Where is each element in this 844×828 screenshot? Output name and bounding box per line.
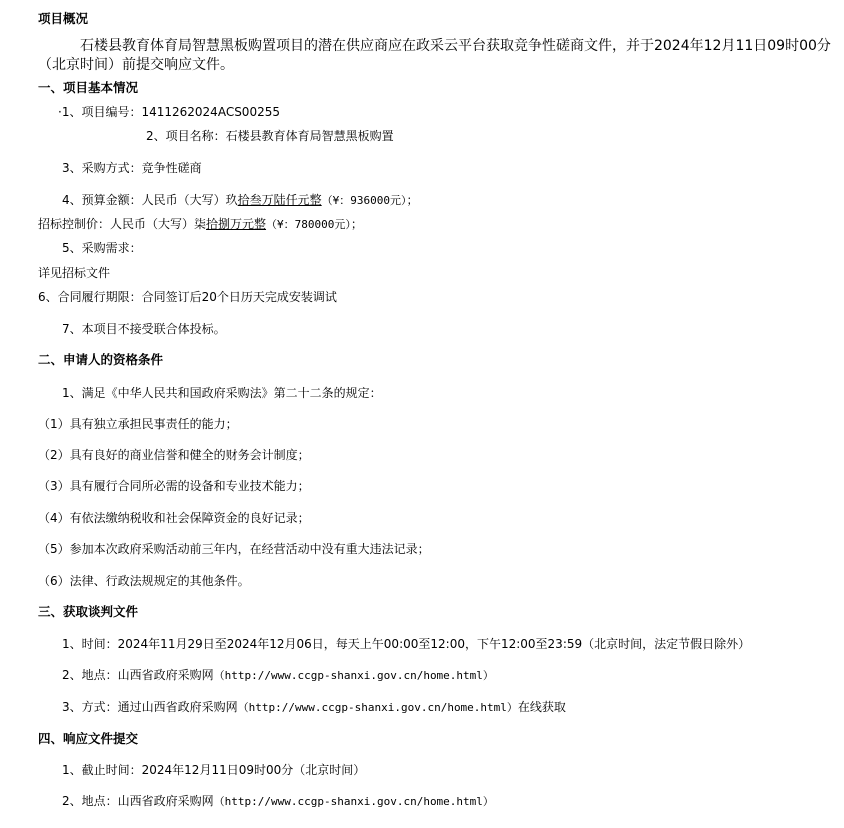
section2-heading: 二、申请人的资格条件 [38, 352, 164, 367]
qualification-item-6: （6）法律、行政法规规定的其他条件。 [38, 574, 250, 588]
control-price-words: 拾捌万元整 [206, 217, 267, 231]
obtain-method-label: 3、方式：通过山西省政府采购网 [62, 700, 238, 714]
section3-heading: 三、获取谈判文件 [38, 604, 139, 619]
qualification-item-4: （4）有依法缴纳税收和社会保障资金的良好记录； [38, 511, 310, 525]
qualification-intro: 1、满足《中华人民共和国政府采购法》第二十二条的规定： [62, 386, 382, 400]
submission-place [62, 793, 494, 810]
item-procurement-demand: 5、采购需求： [62, 241, 142, 255]
obtain-time-label: 1、时间： [62, 637, 118, 651]
project-number-value: 1411262024ACS00255 [141, 105, 280, 119]
submission-place-label: 2、地点：山西省政府采购网 [62, 794, 214, 808]
item-control-price [38, 216, 363, 233]
obtain-time [62, 636, 750, 652]
obtain-place-label: 2、地点：山西省政府采购网 [62, 668, 214, 682]
control-price-end: ； [350, 217, 363, 231]
budget-amount-words: 拾叁万陆仟元整 [237, 193, 322, 207]
budget-amount-number: （¥：936000元） [321, 194, 407, 207]
item-no-consortium: 7、本项目不接受联合体投标。 [62, 322, 226, 336]
submission-deadline: 1、截止时间：2024年12月11日09时00分（北京时间） [62, 763, 366, 777]
qualification-item-1: （1）具有独立承担民事责任的能力； [38, 417, 238, 431]
obtain-place-url[interactable]: （http://www.ccgp-shanxi.gov.cn/home.html） [213, 669, 494, 682]
control-price-label: 招标控制价：人民币（大写）柒 [38, 217, 207, 231]
item-procurement-method [62, 160, 202, 176]
qualification-item-3: （3）具有履行合同所必需的设备和专业技术能力； [38, 479, 310, 493]
item-label: 2、项目名称： [146, 129, 226, 143]
procurement-demand-detail: 详见招标文件 [38, 266, 111, 280]
obtain-place [62, 667, 494, 684]
bullet-dot: · [58, 105, 62, 119]
item-project-number [58, 104, 280, 120]
control-price-number: （¥：780000元） [266, 218, 351, 231]
overview-paragraph-line2: （北京时间）前提交响应文件。 [38, 57, 234, 73]
obtain-time-value: 2024年11月29日至2024年12月06日，每天上午00:00至12:00，下午12:00至23:59（北京时间，法定节假日除外） [117, 637, 751, 651]
qualification-item-5: （5）参加本次政府采购活动前三年内，在经营活动中没有重大违法记录； [38, 542, 430, 556]
item-contract-period: 6、合同履行期限：合同签订后20个日历天完成安装调试 [38, 290, 337, 304]
item-budget [62, 192, 419, 209]
project-name-value: 石楼县教育体育局智慧黑板购置 [225, 129, 394, 143]
overview-heading: 项目概况 [38, 11, 89, 26]
budget-label: 4、预算金额：人民币（大写）玖 [62, 193, 238, 207]
budget-end: ； [406, 193, 419, 207]
overview-paragraph-line1: 石楼县教育体育局智慧黑板购置项目的潜在供应商应在政采云平台获取竞争性磋商文件，并于2024年12月11日09时00分 [80, 38, 831, 54]
qualification-item-2: （2）具有良好的商业信誉和健全的财务会计制度； [38, 448, 310, 462]
item-project-name [146, 128, 394, 144]
submission-place-url[interactable]: （http://www.ccgp-shanxi.gov.cn/home.html） [213, 795, 494, 808]
procurement-method-value: 竞争性磋商 [141, 161, 202, 175]
obtain-method [62, 699, 566, 716]
obtain-method-url[interactable]: （http://www.ccgp-shanxi.gov.cn/home.html） [237, 701, 518, 714]
section1-heading: 一、项目基本情况 [38, 80, 139, 95]
item-label: 1、项目编号： [61, 105, 142, 119]
obtain-method-end: 在线获取 [517, 700, 566, 714]
section4-heading: 四、响应文件提交 [38, 731, 139, 746]
item-label: 3、采购方式： [62, 161, 142, 175]
